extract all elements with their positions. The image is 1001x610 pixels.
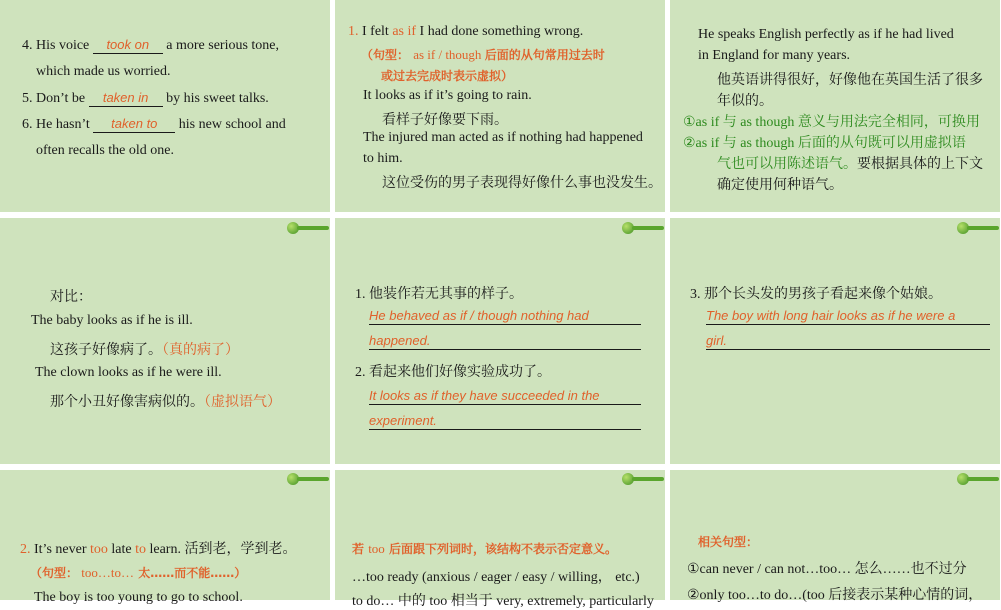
example-too-young: The boy is too young to go to school. <box>34 590 243 605</box>
answer-line-1a: He behaved as if / though nothing had <box>369 307 641 325</box>
translation-question-3: 3. 那个长头发的男孩子看起来像个姑娘。 <box>690 287 942 302</box>
logo-icon <box>957 473 1001 485</box>
exercise-line-4: 4. His voice took on a more serious tone, <box>22 37 280 53</box>
usage-note-1: ①as if 与 as though 意义与用法完全相同，可换用 <box>683 115 980 130</box>
example-rain: It looks as if it’s going to rain. <box>363 88 532 103</box>
comparison-sentence-1-cn: 这孩子好像病了。（真的病了） <box>50 343 239 358</box>
answer-blank-4: took on <box>93 37 163 54</box>
example-injured-cont: to him. <box>363 151 403 166</box>
exercise-line-6: 6. He hasn’t taken to his new school and <box>22 116 286 132</box>
slide-panel-3 <box>670 0 1000 212</box>
example-injured: The injured man acted as if nothing had happened <box>363 130 643 145</box>
usage-note-4: 确定使用何种语气。 <box>717 178 843 193</box>
answer-line-2b: experiment. <box>369 412 641 430</box>
answer-line-2a: It looks as if they have succeeded in the <box>369 387 641 405</box>
exercise-line-5: 5. Don’t be taken in by his sweet talks. <box>22 90 269 106</box>
related-pattern-1: ①can never / can not…too… 怎么……也不过分 <box>687 562 967 577</box>
pattern-hint: （句型： as if / though 后面的从句常用过去时 <box>361 47 605 62</box>
example-english-cn-cont: 年似的。 <box>717 94 773 109</box>
example-injured-cn: 这位受伤的男子表现得好像什么事也没发生。 <box>382 176 662 191</box>
too-note-line-1: …too ready (anxious / eager / easy / willing， etc.) <box>352 570 640 585</box>
too-note-line-2: to do… 中的 too 相当于 very, extremely, particularly <box>352 594 654 609</box>
slide-panel-8 <box>335 470 665 609</box>
pattern-hint-cont: 或过去完成时表示虚拟） <box>381 69 514 83</box>
logo-icon <box>287 222 331 234</box>
answer-line-3a: The boy with long hair looks as if he were a <box>706 307 990 325</box>
answer-line-1b: happened. <box>369 332 641 350</box>
slide-panel-6 <box>670 218 1000 464</box>
translation-question-1: 1. 他装作若无其事的样子。 <box>355 287 523 302</box>
comparison-sentence-2: The clown looks as if he were ill. <box>35 365 222 380</box>
example-sentence-2: 2. It’s never too late to learn. 活到老，学到老。 <box>20 542 297 557</box>
answer-line-3b: girl. <box>706 332 990 350</box>
answer-blank-6: taken to <box>93 116 175 133</box>
example-sentence-1: 1. I felt as if I had done something wrong. <box>348 24 584 39</box>
usage-note-2: ②as if 与 as though 后面的从句既可以用虚拟语 <box>683 136 966 151</box>
example-english: He speaks English perfectly as if he had lived <box>698 27 954 42</box>
comparison-title: 对比： <box>50 290 92 305</box>
slide-panel-1 <box>0 0 330 212</box>
related-pattern-2: ②only too…to do…(too 后接表示某种心情的词， <box>687 588 983 603</box>
answer-blank-5: taken in <box>89 90 163 107</box>
logo-icon <box>287 473 331 485</box>
exercise-line-6-cont: often recalls the old one. <box>36 143 175 158</box>
example-english-cont: in England for many years. <box>698 48 851 63</box>
slide-panel-7 <box>0 470 330 605</box>
slide-panel-4 <box>0 218 330 464</box>
translation-question-2: 2. 看起来他们好像实验成功了。 <box>355 365 551 380</box>
usage-note-3: 气也可以用陈述语气。要根据具体的上下文 <box>717 157 983 172</box>
logo-icon <box>957 222 1001 234</box>
comparison-sentence-2-cn: 那个小丑好像害病似的。（虚拟语气） <box>50 395 281 410</box>
logo-icon <box>622 473 666 485</box>
example-rain-cn: 看样子好像要下雨。 <box>382 113 508 128</box>
logo-icon <box>622 222 666 234</box>
pattern-hint-too: （句型： too…to… 太……而不能……） <box>30 565 247 580</box>
too-note-heading: 若 too 后面跟下列词时，该结构不表示否定意义。 <box>352 541 617 556</box>
slide-panel-5 <box>335 218 665 464</box>
related-patterns-heading: 相关句型： <box>698 535 759 549</box>
comparison-sentence-1: The baby looks as if he is ill. <box>31 313 193 328</box>
exercise-line-4-cont: which made us worried. <box>36 64 171 79</box>
slide-panel-2 <box>335 0 665 212</box>
slide-panel-9 <box>670 470 1000 603</box>
example-english-cn: 他英语讲得很好，好像他在英国生活了很多 <box>717 73 983 88</box>
